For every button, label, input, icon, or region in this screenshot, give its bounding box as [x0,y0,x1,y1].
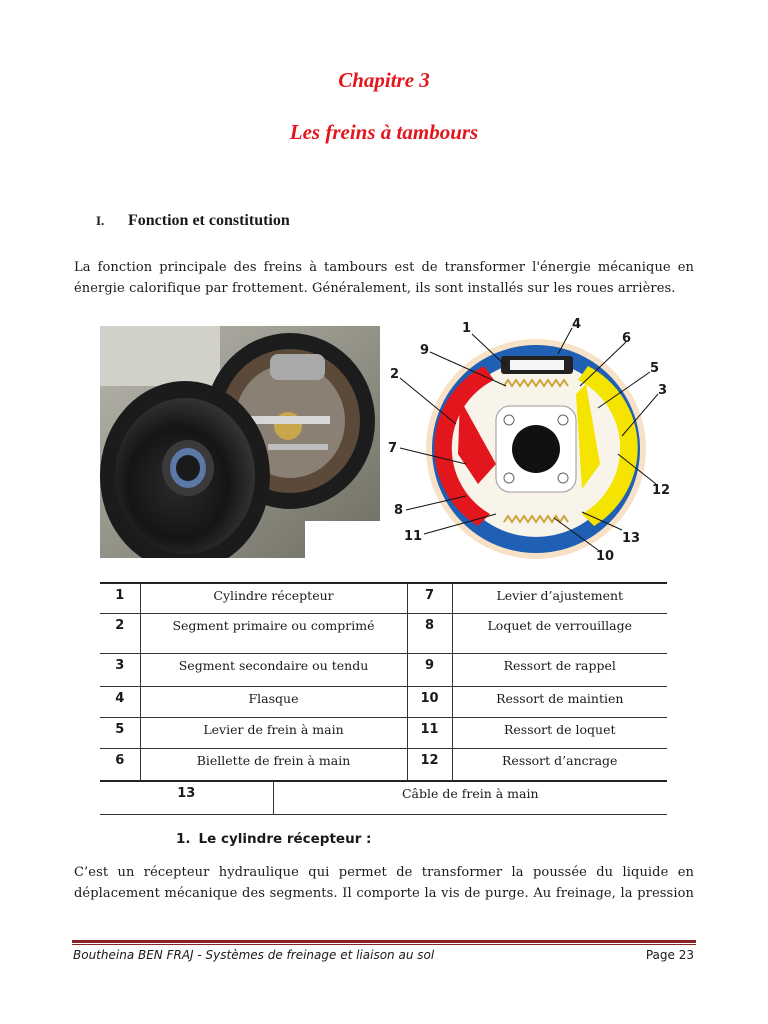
part-name: Ressort d’ancrage [452,748,667,781]
callout-8: 8 [394,503,404,518]
part-name: Loquet de verrouillage [452,613,667,653]
subsection-heading-text: Le cylindre récepteur : [198,831,372,847]
table-row [100,686,667,717]
part-number: 11 [407,717,452,748]
chapter-title: Les freins à tambours [289,120,479,144]
callout-7: 7 [388,441,398,456]
part-number: 6 [115,752,125,768]
part-number: 9 [407,653,452,686]
body-line: déplacement mécanique des segments. Il comporte la vis de purge. Au freinage, la pression [74,886,694,901]
callout-6: 6 [622,331,632,346]
part-number: 13 [177,786,196,801]
part-number: 8 [407,613,452,653]
subsection-heading [176,831,371,847]
part-name: Levier d’ajustement [452,583,667,613]
part-name: Ressort de loquet [452,717,667,748]
callout-4: 4 [572,317,582,332]
table-row [100,717,667,748]
callout-12: 12 [652,483,671,498]
table-row [100,583,667,613]
part-name: Flasque [140,686,407,717]
section-heading [96,212,290,230]
footer-rule-thin [72,944,696,945]
table-row [100,781,667,814]
callout-10: 10 [596,549,615,564]
drum-brake-diagram [386,314,676,568]
part-number: 10 [407,686,452,717]
part-number: 2 [115,617,125,633]
part-number: 7 [407,583,452,613]
part-number: 12 [407,748,452,781]
intro-line: La fonction principale des freins à tambours est de transformer l'énergie mécanique en [74,260,694,275]
part-name: Segment primaire ou comprimé [140,613,407,653]
chapter-label: Chapitre 3 [338,68,430,92]
part-name: Biellette de frein à main [140,748,407,781]
part-number: 4 [115,690,125,706]
callout-2: 2 [390,367,400,382]
section-heading-text: Fonction et constitution [128,212,290,229]
intro-line: énergie calorifique par frottement. Généralement, ils sont installés sur les roues arrières. [74,281,676,296]
callout-3: 3 [658,383,668,398]
part-number: 3 [115,657,125,673]
section-number: I. [96,213,105,228]
part-name: Cylindre récepteur [140,583,407,613]
part-name: Segment secondaire ou tendu [140,653,407,686]
callout-13: 13 [622,531,641,546]
body-paragraph [74,862,694,904]
part-number: 5 [115,721,125,737]
part-name: Ressort de maintien [452,686,667,717]
callout-11: 11 [404,529,423,544]
drum-brake-photo [100,326,380,558]
part-name: Ressort de rappel [452,653,667,686]
table-row [100,613,667,653]
intro-paragraph [74,257,694,299]
table-row [100,748,667,781]
table-row [100,653,667,686]
part-name: Levier de frein à main [140,717,407,748]
part-name: Câble de frein à main [273,781,667,814]
callout-9: 9 [420,343,430,358]
page-number: Page 23 [645,948,694,962]
callout-1: 1 [462,321,472,336]
footer-author: Boutheina BEN FRAJ - Systèmes de freinage et liaison au sol [73,948,435,962]
callout-5: 5 [650,361,660,376]
body-line: C’est un récepteur hydraulique qui permet de transformer la poussée du liquide en [74,865,694,880]
footer-rule [72,940,696,943]
parts-table [100,582,667,815]
subsection-number: 1. [176,831,191,847]
part-number: 1 [115,588,125,603]
